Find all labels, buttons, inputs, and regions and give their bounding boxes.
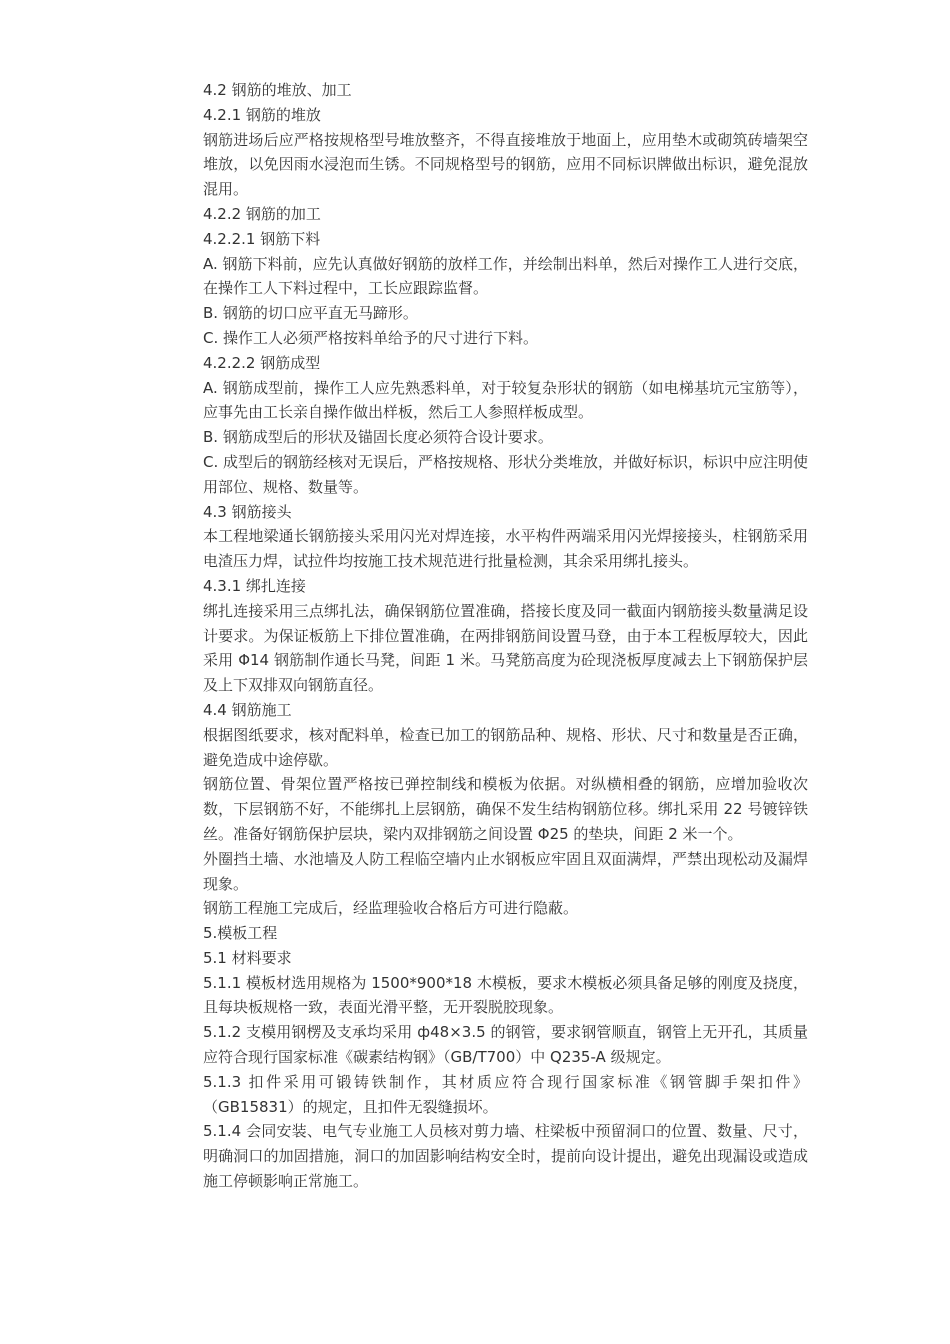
heading-5-1: 5.1 材料要求	[203, 948, 292, 967]
paragraph-forming-c: C. 成型后的钢筋经核对无误后，严格按规格、形状分类堆放，并做好标识，标识中应注明使用部位、规格、数量等。	[203, 452, 809, 496]
paragraph-construction-check: 根据图纸要求，核对配料单，检查已加工的钢筋品种、规格、形状、尺寸和数量是否正确，避免造成中途停歇。	[203, 725, 808, 769]
heading-4-2-2-2: 4.2.2.2 钢筋成型	[203, 353, 321, 372]
paragraph-tie-connection: 绑扎连接采用三点绑扎法，确保钢筋位置准确，搭接长度及同一截面内钢筋接头数量满足设计要求。为保证板筋上下排位置准确，在两排钢筋间设置马登，由于本工程板厚较大，因此采用 Φ14 钢筋制作通长马凳，间距 1 米。马凳筋高度为砼现浇板厚度减去上下钢筋保护层及上下双排双向钢筋直径。	[203, 601, 808, 695]
heading-5: 5.模板工程	[203, 924, 278, 943]
document-page	[203, 78, 808, 1194]
paragraph-5-1-1: 5.1.1 模板材选用规格为 1500*900*18 木模板，要求木模板必须具备足够的刚度及挠度，且每块板规格一致，表面光滑平整，无开裂脱胶现象。	[203, 973, 808, 1017]
paragraph-joints: 本工程地梁通长钢筋接头采用闪光对焊连接，水平构件两端采用闪光焊接接头，柱钢筋采用电渣压力焊，试拉件均按施工技术规范进行批量检测，其余采用绑扎接头。	[203, 527, 808, 571]
paragraph-cutting-a: A. 钢筋下料前，应先认真做好钢筋的放样工作，并绘制出料单，然后对操作工人进行交底，在操作工人下料过程中，工长应跟踪监督。	[203, 254, 808, 298]
paragraph-cutting-b: B. 钢筋的切口应平直无马蹄形。	[203, 304, 418, 323]
paragraph-forming-b: B. 钢筋成型后的形状及锚固长度必须符合设计要求。	[203, 428, 553, 447]
paragraph-acceptance: 钢筋工程施工完成后，经监理验收合格后方可进行隐蔽。	[203, 899, 579, 918]
paragraph-5-1-4: 5.1.4 会同安装、电气专业施工人员核对剪力墙、柱梁板中预留洞口的位置、数量、尺寸，明确洞口的加固措施，洞口的加固影响结构安全时，提前向设计提出，避免出现漏设或造成施工停顿影响正常施工。	[203, 1122, 808, 1191]
heading-4-2-2: 4.2.2 钢筋的加工	[203, 204, 321, 223]
paragraph-cutting-c: C. 操作工人必须严格按料单给予的尺寸进行下料。	[203, 328, 539, 347]
paragraph-waterstop: 外圈挡土墙、水池墙及人防工程临空墙内止水钢板应牢固且双面满焊，严禁出现松动及漏焊现象。	[203, 849, 808, 893]
heading-4-2: 4.2 钢筋的堆放、加工	[203, 81, 352, 99]
heading-4-3: 4.3 钢筋接头	[203, 502, 292, 521]
paragraph-rebar-position: 钢筋位置、骨架位置严格按已弹控制线和模板为依据。对纵横相叠的钢筋，应增加验收次数，下层钢筋不好，不能绑扎上层钢筋，确保不发生结构钢筋位移。绑扎采用 22 号镀锌铁丝。准备好钢筋保护层块，梁内双排钢筋之间设置 Φ25 的垫块，间距 2 米一个。	[203, 775, 808, 843]
paragraph-5-1-2: 5.1.2 支模用钢楞及支承均采用 ф48×3.5 的钢管，要求钢管顺直，钢管上无开孔，其质量应符合现行国家标准《碳素结构钢》（GB/T700）中 Q235-A 级规定。	[203, 1023, 808, 1067]
heading-4-4: 4.4 钢筋施工	[203, 700, 292, 719]
paragraph-forming-a: A. 钢筋成型前，操作工人应先熟悉料单，对于较复杂形状的钢筋（如电梯基坑元宝筋等），应事先由工长亲自操作做出样板，然后工人参照样板成型。	[203, 378, 808, 422]
heading-4-2-2-1: 4.2.2.1 钢筋下料	[203, 229, 321, 248]
paragraph-rebar-stacking: 钢筋进场后应严格按规格型号堆放整齐，不得直接堆放于地面上，应用垫木或砌筑砖墙架空堆放，以免因雨水浸泡而生锈。不同规格型号的钢筋，应用不同标识牌做出标识，避免混放混用。	[203, 130, 808, 199]
heading-4-2-1: 4.2.1 钢筋的堆放	[203, 105, 321, 124]
paragraph-5-1-3: 5.1.3 扣件采用可锻铸铁制作，其材质应符合现行国家标准《钢管脚手架扣件》（GB15831）的规定，且扣件无裂缝损坏。	[203, 1072, 808, 1116]
heading-4-3-1: 4.3.1 绑扎连接	[203, 576, 306, 595]
